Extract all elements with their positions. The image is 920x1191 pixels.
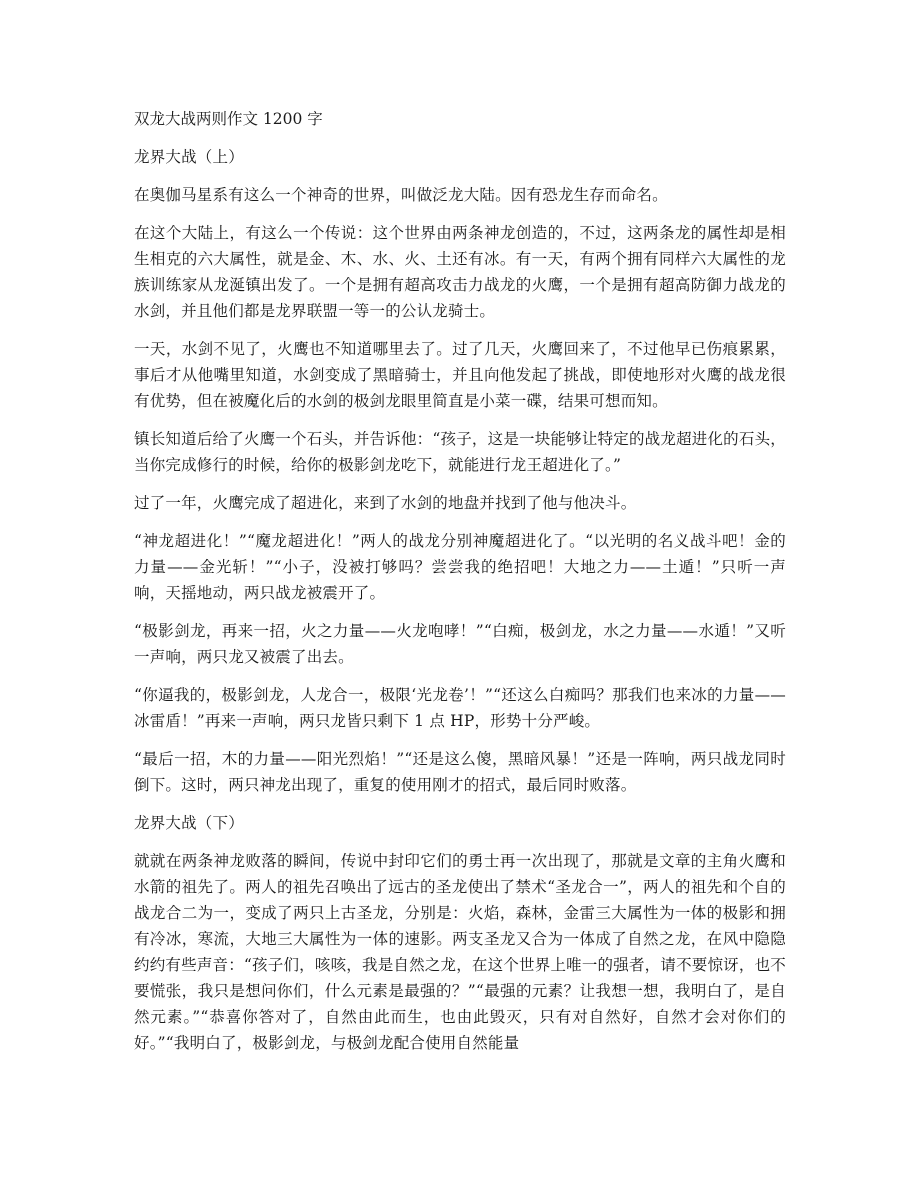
paragraph: 一天，水剑不见了，火鹰也不知道哪里去了。过了几天，火鹰回来了，不过他早已伤痕累累，事后才从他嘴里知道，水剑变成了黑暗骑士，并且向他发起了挑战，即使地形对火鹰的战龙很有优势，但在被魔化后的水剑的极剑龙眼里简直是小菜一碟，结果可想而知。	[134, 340, 786, 410]
paragraph: 就就在两条神龙败落的瞬间，传说中封印它们的勇士再一次出现了，那就是文章的主角火鹰和水箭的祖先了。两人的祖先召唤出了远古的圣龙使出了禁术“圣龙合一”，两人的祖先和个自的战龙合二为一，变成了两只上古圣龙，分别是：火焰，森林，金雷三大属性为一体的极影和拥有冷冰，寒流，大地三大属性为一体的速影。两支圣龙又合为一体成了自然之龙，在风中隐隐约约有些声音：“孩子们，咳咳，我是自然之龙，在这个世界上唯一的强者，请不要惊讶，也不要慌张，我只是想问你们，什么元素是最强的？”“最强的元素？让我想一想，我明白了，是自然元素。”“恭喜你答对了，自然由此而生，也由此毁灭，只有对自然好，自然才会对你们的好。”“我明白了，极影剑龙，与极剑龙配合使用自然能量	[134, 852, 786, 1052]
document-title: 双龙大战两则作文 1200 字	[134, 110, 323, 128]
paragraph: 过了一年，火鹰完成了超进化，来到了水剑的地盘并找到了他与他决斗。	[134, 494, 637, 512]
paragraph: “神龙超进化！”“魔龙超进化！”两人的战龙分别神魔超进化了。“以光明的名义战斗吧！金的力量——金光斩！”“小子，没被打够吗？尝尝我的绝招吧！大地之力——土遁！”只听一声响，天摇地动，两只战龙被震开了。	[134, 532, 786, 602]
paragraph: 镇长知道后给了火鹰一个石头，并告诉他：“孩子，这是一块能够让特定的战龙超进化的石头，当你完成修行的时候，给你的极影剑龙吃下，就能进行龙王超进化了。”	[134, 430, 786, 474]
section-heading-part-2: 龙界大战（下）	[134, 814, 244, 832]
paragraph: 在这个大陆上，有这么一个传说：这个世界由两条神龙创造的，不过，这两条龙的属性却是相生相克的六大属性，就是金、木、水、火、土还有冰。有一天，有两个拥有同样六大属性的龙族训练家从龙涎镇出发了。一个是拥有超高攻击力战龙的火鹰，一个是拥有超高防御力战龙的水剑，并且他们都是龙界联盟一等一的公认龙骑士。	[134, 224, 786, 320]
section-heading-part-1: 龙界大战（上）	[134, 148, 244, 166]
paragraph: “最后一招，木的力量——阳光烈焰！”“还是这么傻，黑暗风暴！”还是一阵响，两只战龙同时倒下。这时，两只神龙出现了，重复的使用刚才的招式，最后同时败落。	[134, 750, 786, 794]
paragraph: “极影剑龙，再来一招，火之力量——火龙咆哮！”“白痴，极剑龙，水之力量——水遁！”又听一声响，两只龙又被震了出去。	[134, 622, 786, 666]
paragraph: 在奥伽马星系有这么一个神奇的世界，叫做泛龙大陆。因有恐龙生存而命名。	[134, 186, 668, 204]
paragraph: “你逼我的，极影剑龙，人龙合一，极限‘光龙卷’！”“还这么白痴吗？那我们也来冰的力量——冰雷盾！”再来一声响，两只龙皆只剩下 1 点 HP，形势十分严峻。	[134, 686, 786, 730]
